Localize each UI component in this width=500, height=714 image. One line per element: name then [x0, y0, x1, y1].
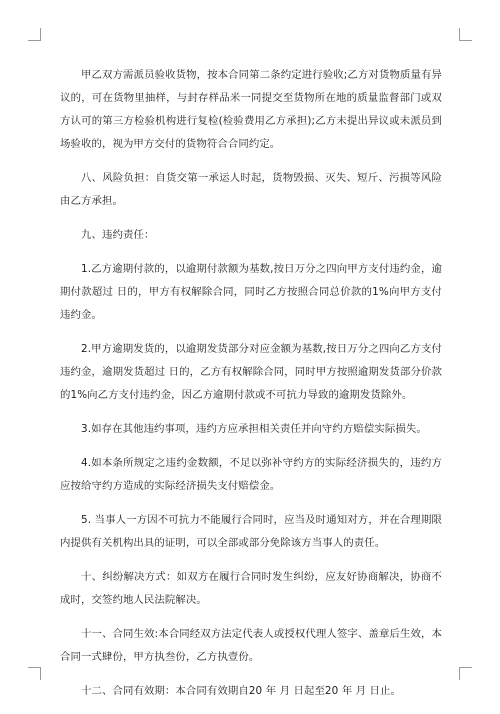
crop-mark-top-left: [28, 28, 41, 41]
paragraph-liability-1: 1.乙方逾期付款的，以逾期付款额为基数,按日万分之四向甲方支付违约金，逾期付款超过 日的，甲方有权解除合同，同时乙方按照合同总价款的1%向甲方支付违约金。: [60, 263, 442, 321]
document-body: [60, 64, 442, 714]
paragraph-inspection: 甲乙双方需派员验收货物，按本合同第二条约定进行验收;乙方对货物质量有异议的，可在货物里抽样，与封存样品米一同提交至货物所在地的质量监督部门或双方认可的第三方检验机构进行复检(检验费用乙方承担);乙方未提出异议或未派员到场验收的，视为甲方交付的货物符合合同约定。: [60, 69, 442, 150]
paragraph-liability-4: 4.如本条所规定之违约金数额，不足以弥补守约方的实际经济损失的，违约方应按给守约方造成的实际经济损失支付赔偿金。: [60, 457, 442, 492]
paragraph-liability-3: 3.如存在其他违约事项，违约方应承担相关责任并向守约方赔偿实际损失。: [81, 423, 427, 435]
paragraph-contract-effect: 十一、合同生效:本合同经双方法定代表人或授权代理人签字、盖章后生效，本合同一式肆份，甲方执叁份，乙方执壹份。: [60, 628, 442, 663]
paragraph-validity-period: 十二、合同有效期：本合同有效期自20 年 月 日起至20 年 月 日止。: [81, 685, 402, 697]
paragraph-liability-2: 2.甲方逾期发货的，以逾期发货部分对应金额为基数,按日万分之四向乙方支付违约金，逾期发货超过 日的，乙方有权解除合同，同时甲方按照逾期发货部分价款的1%向乙方支付违约金，因乙方逾期付款或不可抗力导致的逾期发货除外。: [60, 343, 442, 401]
heading-liability: 九、违约责任：: [81, 229, 155, 241]
crop-mark-top-right: [459, 28, 472, 41]
paragraph-liability-5: 5. 当事人一方因不可抗力不能履行合同时，应当及时通知对方，并在合理期限内提供有关机构出具的证明，可以全部或部分免除该方当事人的责任。: [60, 514, 442, 549]
crop-mark-bottom-right: [459, 667, 472, 680]
paragraph-risk-bearing: 八、风险负担：自货交第一承运人时起，货物毁损、灭失、短斤、污损等风险由乙方承担。: [60, 172, 442, 207]
crop-mark-bottom-left: [28, 667, 41, 680]
paragraph-dispute-resolution: 十、纠纷解决方式：如双方在履行合同时发生纠纷，应友好协商解决，协商不成时，交签约地人民法院解决。: [60, 571, 442, 606]
